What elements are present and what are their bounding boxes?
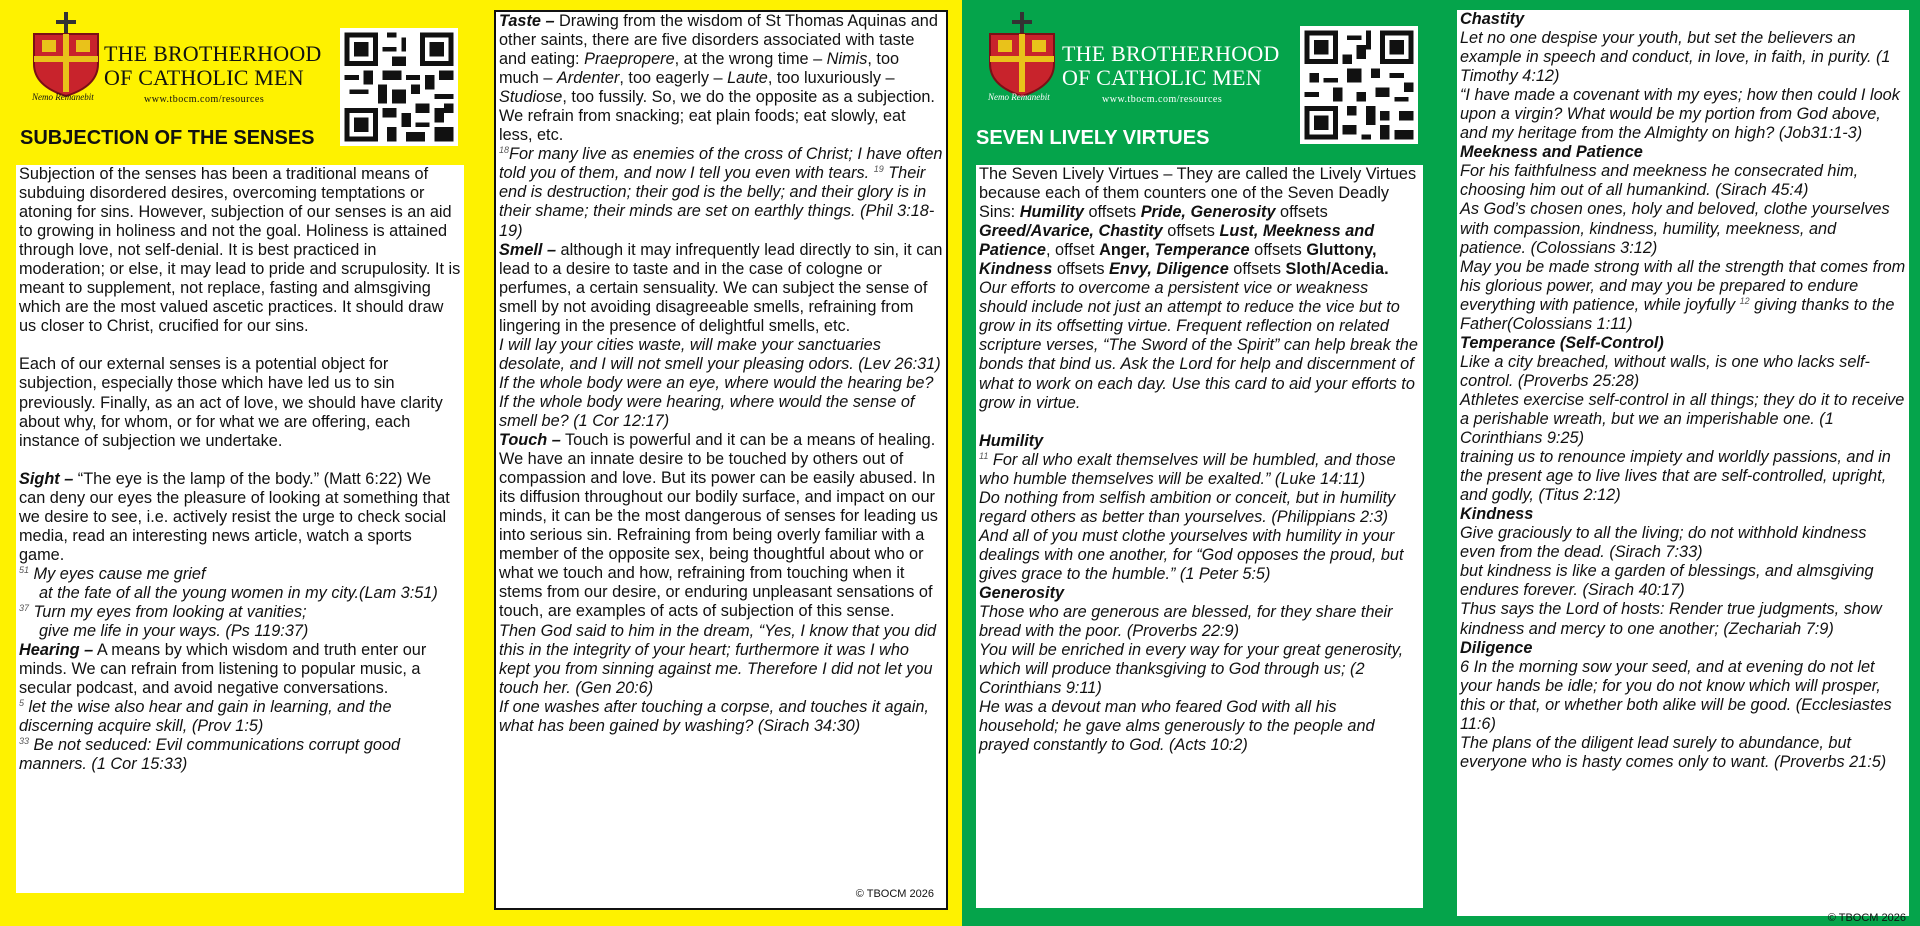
brand-name xyxy=(104,42,322,106)
diligence-verse2: The plans of the diligent lead surely to abundance, but everyone who is hasty comes only to want. (Proverbs 21:5) xyxy=(1460,733,1887,771)
hearing-verse1 xyxy=(19,698,461,736)
virtue-chastity: Chastity xyxy=(1098,222,1163,241)
virtue-diligence: Diligence xyxy=(1156,260,1229,279)
meekness-verse2: As God’s chosen ones, holy and beloved, clothe yourselves with compassion, kindness, humility, meekness, and patience. (Colossians 3:12) xyxy=(1460,200,1890,257)
taste-term3: Ardenter xyxy=(556,69,620,88)
panel-subjection-intro xyxy=(0,0,480,926)
humility-heading: Humility xyxy=(979,431,1044,450)
senses-intro1: Subjection of the senses has been a traditional means of subduing disordered desires, overcoming temptations or atoning for sins. However, subjection of our senses is an aid to growing in holiness and not the goal. Holiness is attained through love, not self-denial. It is best practiced in moderation; or else, it may lead to pride and scrupulosity. It is meant to supplement, not replace, fasting and almsgiving which are the most valued ascetic practices. It should draw us closer to Christ, crucified for our sins. xyxy=(19,165,461,336)
verse-num: 5 xyxy=(19,698,25,709)
temperance-heading: Temperance (Self-Control) xyxy=(1460,333,1664,352)
temperance-verse1: Like a city breached, without walls, is one who lacks self-control. (Proverbs 25:28) xyxy=(1460,352,1870,390)
verse-num: 51 xyxy=(19,564,30,575)
virtues-intro-b: Our efforts to overcome a persistent vice or weakness should include not just an attempt to reduce the vice but to grow in its offsetting virtue. Frequent reflection on related scripture verses, “The Sword of the Spirit” can help break the bonds that bind us. Ask the Lord for help and discernment of what to work on each day. Use this card to aid your efforts to grow in virtue. xyxy=(979,279,1418,412)
taste-term4: Laute xyxy=(727,69,768,88)
sin-lust: Lust, xyxy=(1219,222,1259,241)
smell-heading: Smell – xyxy=(499,240,557,259)
virtue-temperance: Temperance xyxy=(1154,241,1250,260)
brand-name xyxy=(1062,42,1280,106)
verse-num: 19 xyxy=(873,164,884,175)
generosity-verse2: You will be enriched in every way for your great generosity, which will produce thanksgiving to God through us; (2 Corinthians 9:11) xyxy=(979,641,1404,698)
diligence-heading: Diligence xyxy=(1460,638,1533,657)
offset-word: , offset xyxy=(1045,241,1100,260)
brand-url: www.tbocm.com/resources xyxy=(144,94,265,105)
meekness-verse3b: giving thanks to the Father(Colossians 1:11) xyxy=(1460,295,1895,333)
virtues-intro xyxy=(979,165,1420,413)
offsets-word: offsets xyxy=(1162,222,1220,241)
taste-term2: Nimis xyxy=(826,50,868,69)
touch-verse1: Then God said to him in the dream, “Yes, I know that you did this in the integrity of your heart; furthermore it was I who kept you from sinning against me. Therefore I did not let you touch her. (Gen 20:6) xyxy=(499,621,937,697)
page-title-virtues: SEVEN LIVELY VIRTUES xyxy=(976,127,1210,149)
sight-text: “The eye is the lamp of the body.” (Matt 6:22) We can deny our eyes the pleasure of looking at something that we desire to see, i.e. actively resist the urge to check social media, read an interesting news article, watch a sports game. xyxy=(19,469,450,564)
smell-verse2: If the whole body were an eye, where would the hearing be? If the whole body were hearing, where would the sense of smell be? (1 Cor 12:17) xyxy=(499,373,934,430)
humility-verse3: And all of you must clothe yourselves with humility in your dealings with one another, for “God opposes the proud, but gives grace to the humble.” (1 Peter 5:5) xyxy=(979,526,1404,583)
offsets-word: offsets xyxy=(1275,203,1328,222)
page-title-senses: SUBJECTION OF THE SENSES xyxy=(20,127,315,149)
sight-verse2b: give me life in your ways. (Ps 119:37) xyxy=(39,622,309,641)
verse-num: 11 xyxy=(979,450,989,461)
sin-anger: Anger, xyxy=(1099,241,1150,260)
meekness-verse3 xyxy=(1460,258,1906,334)
meekness-heading: Meekness and Patience xyxy=(1460,143,1643,162)
hearing-heading: Hearing – xyxy=(19,641,94,660)
chastity-verse1: Let no one despise your youth, but set the believers an example in speech and conduct, in love, in faith, in purity. (1 Timothy 4:12) xyxy=(1460,29,1891,86)
smell-paragraph xyxy=(499,241,943,336)
panel-subjection-continued xyxy=(480,0,962,926)
kindness-verse2: but kindness is like a garden of blessings, and almsgiving endures forever. (Sirach 40:17) xyxy=(1460,562,1874,600)
taste-text4: , too eagerly – xyxy=(619,69,728,88)
brand-url: www.tbocm.com/resources xyxy=(1102,94,1223,105)
temperance-verse3: training us to renounce impiety and worldly passions, and in the present age to live lives that are self-controlled, upright, and godly, (Titus 2:12) xyxy=(1460,448,1891,505)
sin-pride: Pride, xyxy=(1140,203,1186,222)
senses-intro2: Each of our external senses is a potential object for subjection, especially those which have led us to sin previously. Finally, as an act of love, we should have clarity about why, for whom, or for what we are offering, each instance of subjection we undertake. xyxy=(19,355,443,450)
motto: Nemo Remanebit xyxy=(32,92,94,102)
shield-with-sword-icon xyxy=(986,12,1058,98)
sight-verse1b: at the fate of all the young women in my city.(Lam 3:51) xyxy=(39,583,438,602)
taste-verse1: For many live as enemies of the cross of Christ; I have often told you of them, and now I tell you even with tears. xyxy=(499,145,943,183)
hearing-verse2-text: Be not seduced: Evil communications corrupt good manners. (1 Cor 15:33) xyxy=(19,736,401,774)
sin-sloth: Sloth/Acedia. xyxy=(1285,260,1389,279)
virtues-text-col1 xyxy=(976,165,1423,908)
kindness-heading: Kindness xyxy=(1460,505,1534,524)
senses-text-col2 xyxy=(494,10,948,910)
offsets-word: offsets xyxy=(1052,260,1110,279)
taste-heading: Taste – xyxy=(499,12,555,30)
shield-with-sword-icon xyxy=(30,12,102,98)
sight-verse1 xyxy=(19,565,461,584)
verse-num: 18 xyxy=(499,145,510,156)
chastity-heading: Chastity xyxy=(1460,10,1525,28)
taste-term1: Praepropere xyxy=(584,50,675,69)
brand-line1: THE BROTHERHOOD xyxy=(104,41,322,66)
panel-virtues-intro xyxy=(962,0,1439,926)
virtues-intro-a: The Seven Lively Virtues – They are called the Lively Virtues because each of them counters one of the Seven Deadly Sins: xyxy=(979,165,1417,222)
brand-line2: OF CATHOLIC MEN xyxy=(1062,65,1262,90)
verse-num: 12 xyxy=(1739,295,1750,306)
touch-text: Touch is powerful and it can be a means of healing. We have an innate desire to be touched by others out of compassion and love. But its power can be easily abused. In its diffusion throughout our bodily surface, and impact on our minds, it can be the most dangerous of senses for leading us into serious sin. Refraining from being overly familiar with a member of the opposite sex, being thoughtful about who or what we touch and how, refraining from touching when it stems from our desire, or enduring unpleasant sensations of touch, are examples of acts of subjection of this sense. xyxy=(499,431,938,621)
qr-code-icon xyxy=(1300,26,1418,144)
sight-verse1a: My eyes cause me grief xyxy=(33,564,206,583)
panel-virtues-continued xyxy=(1439,0,1920,926)
temperance-verse2: Athletes exercise self-control in all things; they do it to receive a perishable wreath, but we an imperishable one. (1 Corinthians 9:25) xyxy=(1460,390,1905,448)
taste-paragraph xyxy=(499,12,943,145)
virtue-humility: Humility xyxy=(1019,203,1084,222)
sight-verse2 xyxy=(19,603,461,622)
offsets-word: offsets xyxy=(1228,260,1286,279)
sin-gluttony: Gluttony, xyxy=(1306,241,1377,260)
taste-text2: , at the wrong time – xyxy=(674,50,827,69)
diligence-verse1: 6 In the morning sow your seed, and at evening do not let your hands be idle; for you do not know which will prosper, this or that, or whether both alike will be good. (Ecclesiastes 11:6) xyxy=(1460,657,1892,733)
qr-code-icon xyxy=(340,28,458,146)
verse-num: 37 xyxy=(19,602,30,613)
offsets-word: offsets xyxy=(1249,241,1307,260)
virtue-meekness: Meekness and Patience xyxy=(979,222,1375,260)
taste-text5: , too luxuriously – xyxy=(767,69,895,88)
copyright: © TBOCM 2026 xyxy=(855,887,934,900)
smell-text: although it may infrequently lead directly to sin, it can lead to a desire to taste and in the case of cologne or perfumes, a certain sensuality. We can subject the sense of smell by not avoiding disagreeable smells, refraining from lingering in the presence of delightful smells, etc. xyxy=(499,240,943,335)
taste-term5: Studiose xyxy=(499,88,563,107)
smell-verse1: I will lay your cities waste, will make your sanctuaries desolate, and I will not smell your pleasing odors. (Lev 26:31) xyxy=(499,335,941,373)
taste-text1: Drawing from the wisdom of St Thomas Aquinas and other saints, there are five disorders associated with taste and eating: xyxy=(499,12,938,69)
brand-line1: THE BROTHERHOOD xyxy=(1062,41,1280,66)
virtues-text-col2 xyxy=(1457,10,1909,916)
brand-line2: OF CATHOLIC MEN xyxy=(104,65,304,90)
touch-verse2: If one washes after touching a corpse, and touches it again, what has been gained by washing? (Sirach 34:30) xyxy=(499,697,929,735)
sight-verse2a: Turn my eyes from looking at vanities; xyxy=(33,602,307,621)
senses-text-col1 xyxy=(16,165,464,893)
kindness-verse3: Thus says the Lord of hosts: Render true judgments, show kindness and mercy to one another; (Zechariah 7:9) xyxy=(1460,600,1882,638)
hearing-paragraph xyxy=(19,641,461,698)
verse-num: 33 xyxy=(19,736,30,747)
virtue-generosity: Generosity xyxy=(1190,203,1276,222)
taste-text3: , too much – xyxy=(499,50,900,88)
sin-greed: Greed/Avarice, xyxy=(979,222,1094,241)
chastity-verse2: “I have made a covenant with my eyes; how then could I look upon a virgin? What would be my portion from God above, and my heritage from the Almighty on high? (Job31:1-3) xyxy=(1460,86,1900,143)
meekness-verse3a: May you be made strong with all the strength that comes from his glorious power, and may you be prepared to endure everything with patience, while joyfully xyxy=(1460,257,1906,314)
touch-heading: Touch – xyxy=(499,431,561,450)
hearing-verse2 xyxy=(19,736,461,774)
generosity-heading: Generosity xyxy=(979,583,1065,602)
humility-verse1 xyxy=(979,451,1420,489)
taste-verse2: Their end is destruction; their god is the belly; and their glory is in their shame; their minds are set on earthly things. (Phil 3:18-19) xyxy=(499,164,935,240)
sin-envy: Envy, xyxy=(1109,260,1152,279)
hearing-text: A means by which wisdom and truth enter our minds. We can refrain from listening to popular music, a secular podcast, and avoid negative conversations. xyxy=(19,641,427,698)
offsets-word: offsets xyxy=(1083,203,1141,222)
taste-verse xyxy=(499,145,943,240)
generosity-verse3: He was a devout man who feared God with all his household; he gave alms generously to the people and prayed constantly to God. (Acts 10:2) xyxy=(979,698,1375,755)
copyright: © TBOCM 2026 xyxy=(1827,912,1906,924)
touch-paragraph xyxy=(499,431,943,621)
sight-heading: Sight – xyxy=(19,469,74,488)
meekness-verse1: For his faithfulness and meekness he consecrated him, choosing him out of all humankind. (Sirach 45:4) xyxy=(1460,162,1859,200)
taste-text6: , too fussily. So, we do the opposite as a subjection. We refrain from snacking; eat plain foods; eat slowly, eat less, etc. xyxy=(499,88,935,145)
humility-verse2: Do nothing from selfish ambition or conceit, but in humility regard others as better than yourselves. (Philippians 2:3) xyxy=(979,488,1396,526)
hearing-verse1-text: let the wise also hear and gain in learning, and the discerning acquire skill, (Prov 1:5) xyxy=(19,698,392,736)
kindness-verse1: Give graciously to all the living; do not withhold kindness even from the dead. (Sirach 7:33) xyxy=(1460,524,1867,562)
virtue-kindness: Kindness xyxy=(979,260,1053,279)
humility-verse1-text: For all who exalt themselves will be humbled, and those who humble themselves will be exalted.” (Luke 14:11) xyxy=(979,450,1396,488)
sight-paragraph xyxy=(19,470,461,565)
generosity-verse1: Those who are generous are blessed, for they share their bread with the poor. (Proverbs 22:9) xyxy=(979,603,1393,641)
motto: Nemo Remanebit xyxy=(988,92,1050,102)
